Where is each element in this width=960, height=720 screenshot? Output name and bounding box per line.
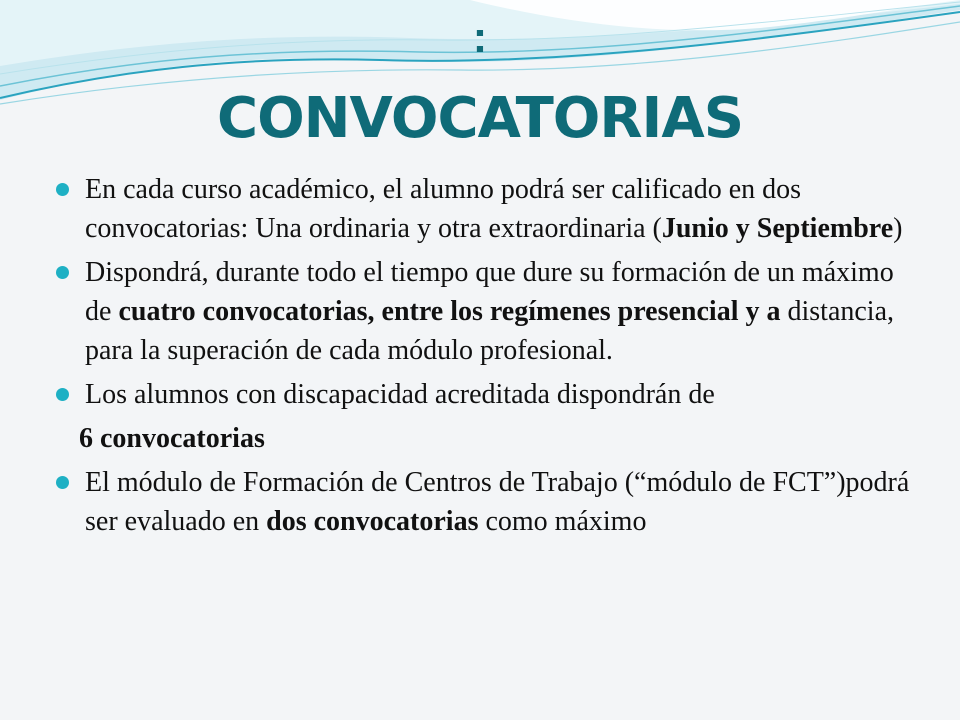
bullet-text: El módulo de Formación de Centros de Trabajo (“módulo de FCT”)podrá ser evaluado en — [85, 467, 910, 537]
bullet-item — [48, 170, 918, 248]
bullet-list — [48, 170, 918, 541]
bullet-bold-text: cuatro convocatorias, entre los regímenes presencial y a — [118, 296, 781, 327]
bullet-item — [48, 463, 918, 541]
bullet-text: distancia, para la superación de cada módulo profesional. — [85, 296, 895, 366]
bullet-bold-text: dos convocatorias — [266, 506, 479, 537]
bullet-icon — [56, 388, 69, 401]
bullet-bold-text: 6 convocatorias — [79, 423, 265, 454]
bullet-text: ) — [893, 213, 903, 244]
bullet-item — [48, 253, 918, 370]
bullet-icon — [56, 183, 69, 196]
bullet-bold-text: Junio y Septiembre — [661, 213, 894, 244]
bullet-text: como máximo — [478, 506, 647, 537]
bullet-icon — [56, 476, 69, 489]
bullet-text: En cada curso académico, el alumno podrá ser calificado en dos convocatorias: Una ordinaria y otra extraordinaria ( — [85, 174, 802, 244]
slide-title: CONVOCATORIAS — [216, 86, 744, 151]
bullet-icon — [56, 266, 69, 279]
continuation-line — [48, 419, 918, 458]
bullet-text: Los alumnos con discapacidad acreditada dispondrán de — [85, 379, 715, 410]
bullet-text: Dispondrá, durante todo el tiempo que dure su formación de un máximo de — [85, 257, 894, 327]
title-colon: : — [472, 13, 488, 62]
bullet-item — [48, 375, 918, 414]
